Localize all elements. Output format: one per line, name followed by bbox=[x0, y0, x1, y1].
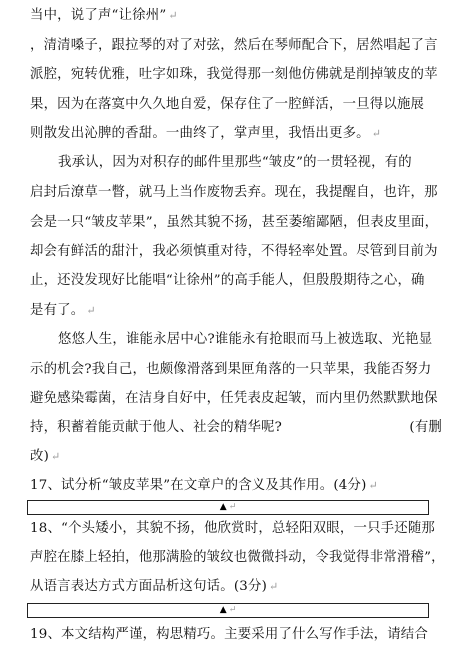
paragraph-mark: ↵ bbox=[368, 479, 378, 492]
text-line: 持，积蓄着能贡献于他人、社会的精华呢? (有删 bbox=[30, 415, 442, 441]
answer-marker-icon: ▲ ↵ bbox=[219, 605, 237, 615]
paragraph-mark: ↵ bbox=[168, 9, 178, 22]
answer-marker-icon: ▲ ↵ bbox=[219, 502, 237, 512]
text-line: 示的机会?我自己，也颇像滑落到果匣角落的一只苹果，我能否努力 bbox=[30, 362, 432, 377]
text-line: 声腔在膝上轻拍，他那满脸的皱纹也微微抖动，令我觉得非常滑稽”， bbox=[30, 550, 445, 565]
text-line: ，清清嗓子，跟拉琴的对了对弦，然后在琴师配合下，居然唱起了言 bbox=[30, 38, 438, 53]
answer-box[interactable] bbox=[27, 603, 429, 618]
text-line: 避免感染霉菌，在洁身自好中，任凭表皮起皱，而内里仍然默默地保 bbox=[30, 391, 438, 406]
text-line: 止，还没发现好比能唱“让徐州”的高手能人，但殷殷期待之心，确 bbox=[30, 273, 425, 288]
text-line: 当中，说了声“让徐州” ↵ bbox=[30, 8, 178, 23]
paragraph-mark: ↵ bbox=[371, 127, 382, 140]
text-line: 则散发出沁脾的香甜。一曲终了，掌声里，我悟出更多。 ↵ bbox=[30, 126, 382, 141]
text-line: 改) ↵ bbox=[30, 449, 61, 464]
question-17: 17、试分析“皱皮苹果”在文章户的含义及其作用。(4分) ↵ bbox=[30, 478, 378, 493]
text-line: 派腔，宛转优雅，吐字如珠，我觉得那一刻他仿佛就是削掉皱皮的苹 bbox=[30, 67, 438, 82]
question-18: 18、“个头矮小，其貌不扬，他欣赏时，总轻阳双眼，一只手还随那 bbox=[30, 521, 436, 536]
text-line: 我承认，因为对积存的邮件里那些“皱皮”的一贯轻视，有的 bbox=[58, 155, 412, 170]
text-line: 是有了。 ↵ bbox=[30, 303, 96, 318]
paragraph-mark: ↵ bbox=[51, 450, 61, 463]
text-line: 悠悠人生，谁能永居中心?谁能永有抢眼而马上被选取、光艳显 bbox=[58, 332, 433, 347]
text-line: 果，因为在落寞中久久地自爱，保存住了一腔鲜活，一旦得以施展 bbox=[30, 97, 425, 112]
paragraph-mark: ↵ bbox=[269, 580, 279, 593]
answer-box[interactable] bbox=[27, 500, 429, 515]
text-line: 启封后潦草一瞥，就马上当作废物丢弃。现在，我提醒自，也许，那 bbox=[30, 185, 438, 200]
text-line: 从语言表达方式方面品析这句话。(3分) ↵ bbox=[30, 579, 279, 594]
text-line: 却会有鲜活的甜汁，我必须慎重对待，不得轻率处置。尽管到目前为 bbox=[30, 244, 438, 259]
text-line: 会是一只“皱皮苹果”，虽然其貌不扬，甚至萎缩鄙陋，但表皮里面， bbox=[30, 215, 439, 230]
source-note: (有删 bbox=[409, 420, 442, 435]
paragraph-mark: ↵ bbox=[86, 304, 96, 317]
question-19: 19、本文结构严谨，构思精巧。主要采用了什么写作手法，请结合 bbox=[30, 627, 428, 642]
